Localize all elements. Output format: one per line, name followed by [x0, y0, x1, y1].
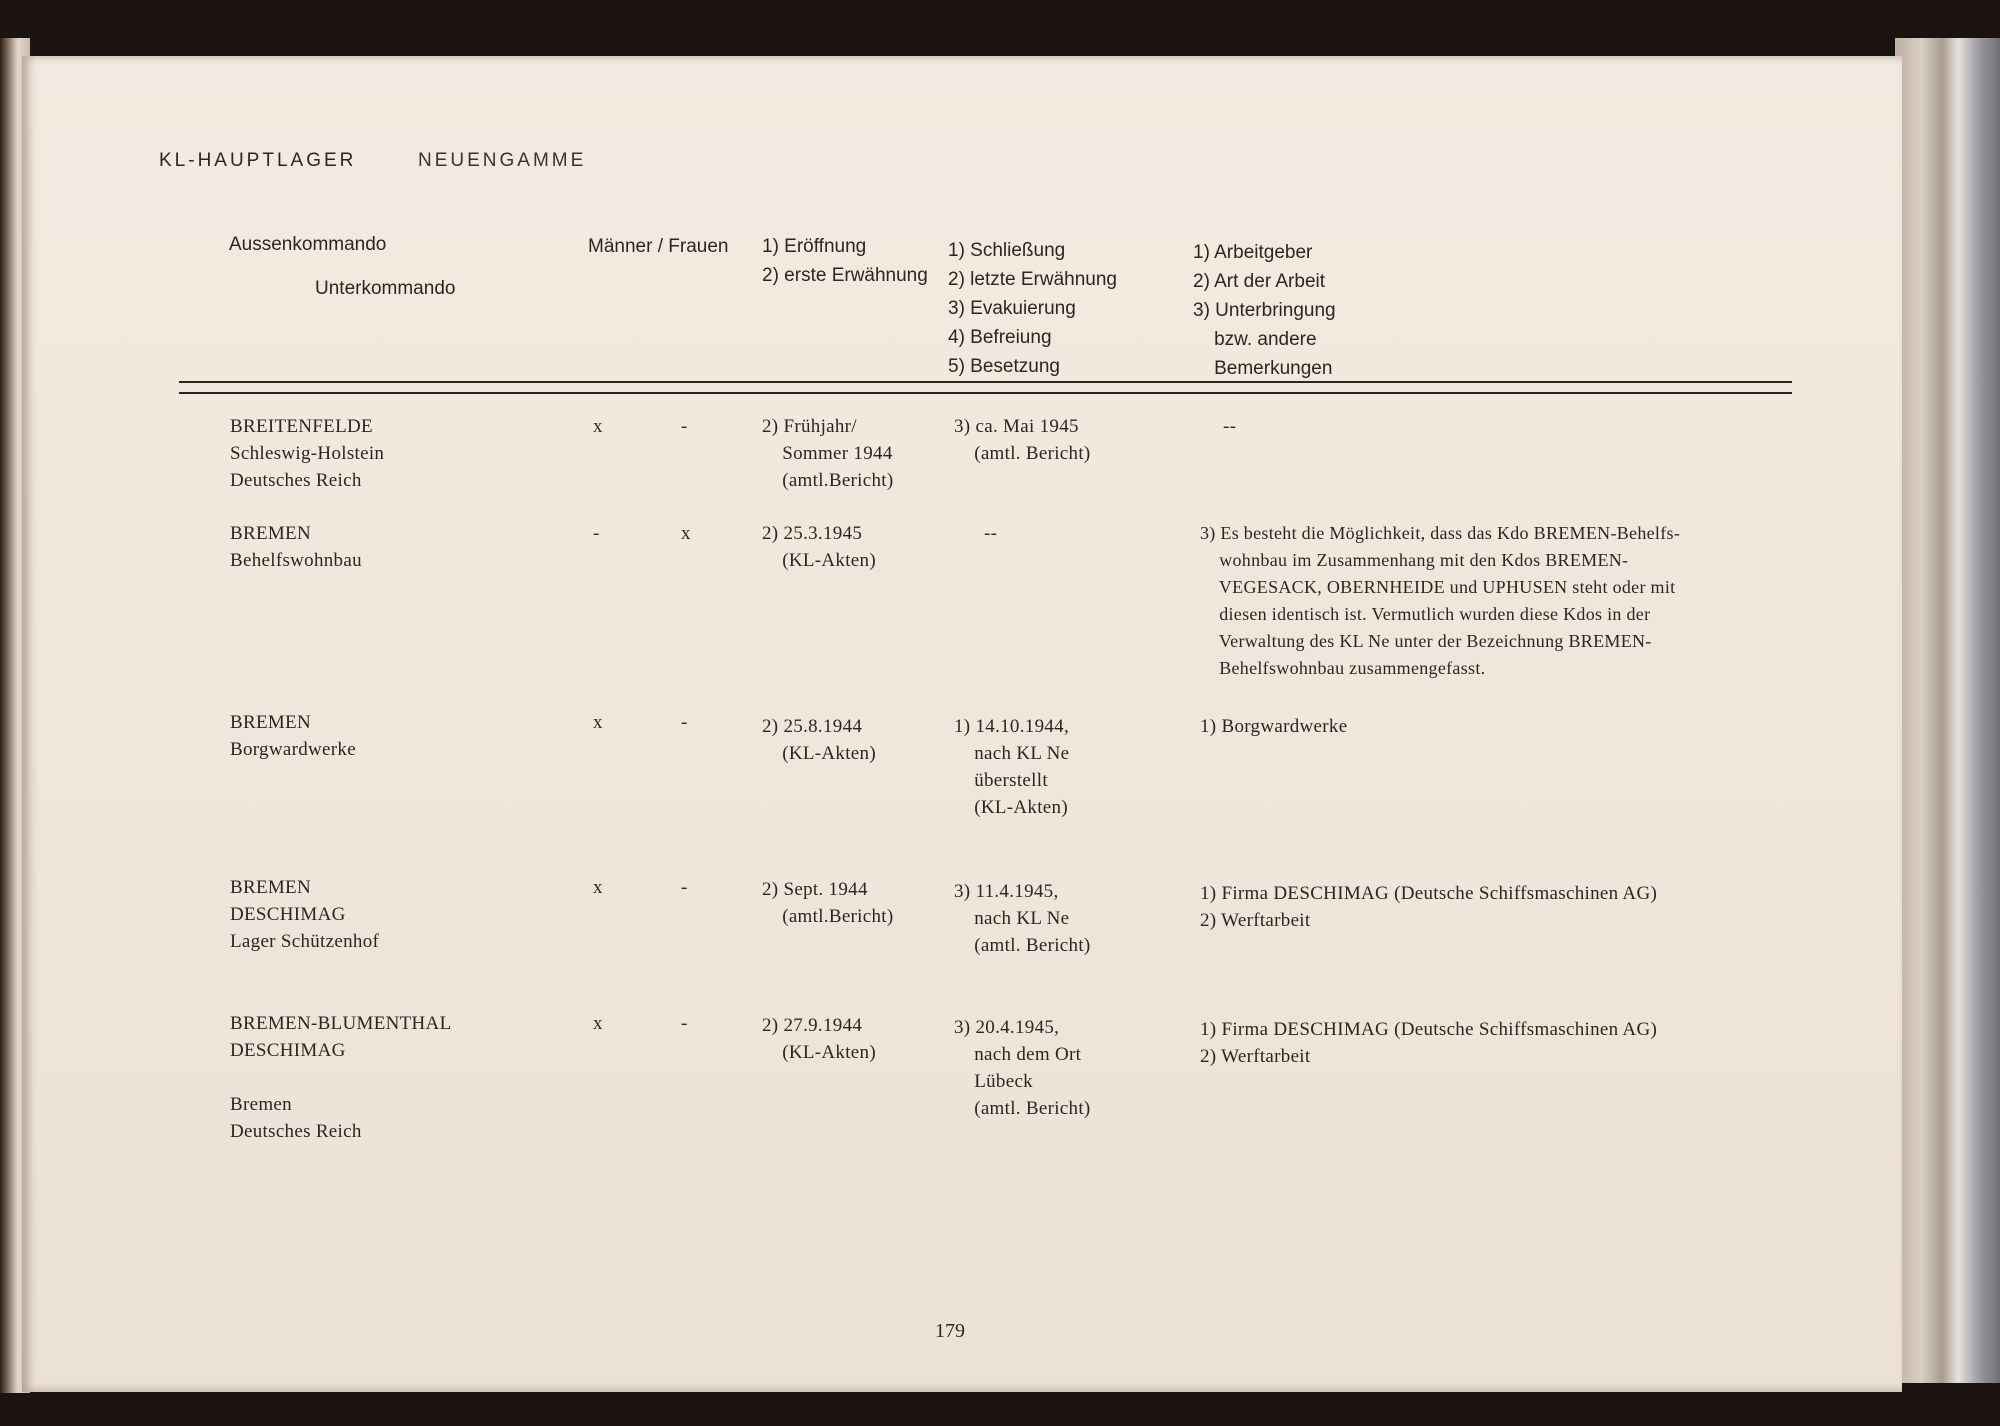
header-rule-top [179, 381, 1792, 383]
row-name: BREMEN Behelfswohnbau [230, 523, 362, 571]
row-closing: -- [984, 523, 998, 544]
row-men-mark: x [593, 1013, 603, 1034]
row-opening: 2) Sept. 1944 (amtl.Bericht) [762, 879, 894, 927]
row-women-mark: - [681, 712, 688, 733]
row-opening: 2) 25.3.1945 (KL-Akten) [762, 523, 876, 571]
row-opening: 2) 27.9.1944 (KL-Akten) [762, 1015, 876, 1063]
document-page [22, 56, 1902, 1392]
column-maenner-frauen: Männer / Frauen [588, 236, 729, 257]
row-men-mark: x [593, 712, 603, 733]
row-closing: 3) 20.4.1945, nach dem Ort Lübeck (amtl. Bericht) [954, 1017, 1091, 1119]
header-title: KL-HAUPTLAGER [159, 150, 357, 171]
row-opening: 2) Frühjahr/ Sommer 1944 (amtl.Bericht) [762, 416, 894, 491]
row-men-mark: x [593, 877, 603, 898]
row-men-mark: - [593, 523, 600, 544]
column-aussenkommando: Aussenkommando [229, 234, 387, 255]
row-men-mark: x [593, 416, 603, 437]
row-opening: 2) 25.8.1944 (KL-Akten) [762, 716, 876, 764]
header-subtitle: NEUENGAMME [418, 150, 587, 171]
row-remarks: -- [1223, 416, 1237, 437]
row-women-mark: - [681, 877, 688, 898]
header-rule-bottom [179, 392, 1792, 394]
book-page-stack-edge [1895, 38, 2000, 1383]
row-closing: 3) ca. Mai 1945 (amtl. Bericht) [954, 416, 1091, 464]
row-women-mark: - [681, 416, 688, 437]
column-unterkommando: Unterkommando [315, 278, 456, 299]
column-opening: 1) Eröffnung 2) erste Erwähnung [762, 236, 928, 286]
page-number: 179 [935, 1320, 965, 1342]
row-remarks: 1) Borgwardwerke [1200, 716, 1348, 737]
row-women-mark: x [681, 523, 691, 544]
row-remarks: 3) Es besteht die Möglichkeit, dass das Kdo BREMEN-Behelfs- wohnbau im Zusammenhang mit den Kdos BREMEN- VEGESACK, OBERNHEIDE und UPHUSEN steht oder mit diesen identisch ist. Vermutlich wurden diese Kdos in der Verwaltung des KL Ne unter der Bezeichnung BREMEN- Behelfswohnbau zusammengefasst. [1200, 523, 1681, 678]
row-women-mark: - [681, 1013, 688, 1034]
column-closing: 1) Schließung 2) letzte Erwähnung 3) Evakuierung 4) Befreiung 5) Besetzung [948, 240, 1117, 377]
row-remarks: 1) Firma DESCHIMAG (Deutsche Schiffsmaschinen AG) 2) Werftarbeit [1200, 1019, 1658, 1067]
row-name: BREMEN DESCHIMAG Lager Schützenhof [230, 877, 380, 952]
row-name: BREITENFELDE Schleswig-Holstein Deutsches Reich [230, 416, 385, 491]
row-remarks: 1) Firma DESCHIMAG (Deutsche Schiffsmaschinen AG) 2) Werftarbeit [1200, 883, 1658, 931]
column-employer: 1) Arbeitgeber 2) Art der Arbeit 3) Unterbringung bzw. andere Bemerkungen [1193, 242, 1336, 379]
row-closing: 3) 11.4.1945, nach KL Ne (amtl. Bericht) [954, 881, 1091, 956]
row-name: BREMEN-BLUMENTHAL DESCHIMAG Bremen Deutsches Reich [230, 1013, 452, 1142]
row-name: BREMEN Borgwardwerke [230, 712, 356, 760]
row-closing: 1) 14.10.1944, nach KL Ne überstellt (KL-Akten) [954, 716, 1070, 818]
